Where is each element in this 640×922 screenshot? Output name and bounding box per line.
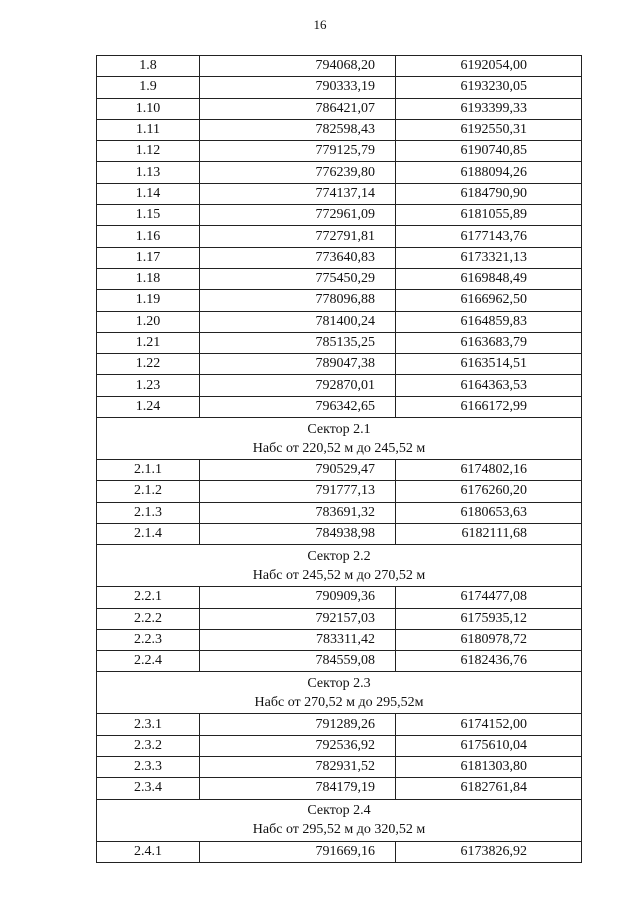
y-coordinate-cell: 6174802,16 <box>396 460 582 481</box>
table-row <box>97 119 582 140</box>
y-coordinate-cell: 6182111,68 <box>396 523 582 544</box>
table-row <box>97 290 582 311</box>
x-coordinate-cell: 782931,52 <box>200 757 396 778</box>
y-coordinate-cell: 6177143,76 <box>396 226 582 247</box>
table-row <box>97 77 582 98</box>
y-coordinate-cell: 6182761,84 <box>396 778 582 799</box>
y-coordinate-cell: 6181303,80 <box>396 757 582 778</box>
point-number-cell: 1.17 <box>97 247 200 268</box>
y-coordinate-cell: 6193399,33 <box>396 98 582 119</box>
sector-header-cell <box>97 799 582 841</box>
point-number-cell: 1.8 <box>97 56 200 77</box>
x-coordinate-cell: 778096,88 <box>200 290 396 311</box>
table-row <box>97 141 582 162</box>
x-coordinate-cell: 783691,32 <box>200 502 396 523</box>
sector-title: Сектор 2.4 <box>307 803 371 819</box>
point-number-cell: 1.18 <box>97 268 200 289</box>
y-coordinate-cell: 6169848,49 <box>396 268 582 289</box>
y-coordinate-cell: 6192550,31 <box>396 119 582 140</box>
table-row <box>97 205 582 226</box>
table-row <box>97 735 582 756</box>
sector-header-row <box>97 545 582 587</box>
sector-title: Сектор 2.1 <box>307 421 371 437</box>
point-number-cell: 2.3.3 <box>97 757 200 778</box>
x-coordinate-cell: 776239,80 <box>200 162 396 183</box>
sector-header-cell <box>97 545 582 587</box>
table-row <box>97 332 582 353</box>
coordinates-table <box>96 55 582 863</box>
table-row <box>97 56 582 77</box>
sector-title: Сектор 2.2 <box>307 548 371 564</box>
table-row <box>97 608 582 629</box>
page-number: 16 <box>313 17 327 32</box>
point-number-cell: 2.1.4 <box>97 523 200 544</box>
sector-header-cell <box>97 418 582 460</box>
x-coordinate-cell: 789047,38 <box>200 354 396 375</box>
y-coordinate-cell: 6163683,79 <box>396 332 582 353</box>
y-coordinate-cell: 6174152,00 <box>396 714 582 735</box>
table-row <box>97 502 582 523</box>
point-number-cell: 2.2.3 <box>97 629 200 650</box>
y-coordinate-cell: 6180653,63 <box>396 502 582 523</box>
point-number-cell: 1.13 <box>97 162 200 183</box>
y-coordinate-cell: 6164859,83 <box>396 311 582 332</box>
point-number-cell: 2.2.1 <box>97 587 200 608</box>
x-coordinate-cell: 773640,83 <box>200 247 396 268</box>
y-coordinate-cell: 6180978,72 <box>396 629 582 650</box>
x-coordinate-cell: 784559,08 <box>200 651 396 672</box>
sector-altitude-range: Набс от 270,52 м до 295,52м <box>254 694 424 710</box>
point-number-cell: 1.16 <box>97 226 200 247</box>
y-coordinate-cell: 6184790,90 <box>396 183 582 204</box>
x-coordinate-cell: 792536,92 <box>200 735 396 756</box>
point-number-cell: 1.23 <box>97 375 200 396</box>
point-number-cell: 2.3.4 <box>97 778 200 799</box>
table-row <box>97 651 582 672</box>
table-row <box>97 460 582 481</box>
x-coordinate-cell: 774137,14 <box>200 183 396 204</box>
table-row <box>97 587 582 608</box>
table-row <box>97 714 582 735</box>
table-row <box>97 268 582 289</box>
y-coordinate-cell: 6192054,00 <box>396 56 582 77</box>
point-number-cell: 2.3.1 <box>97 714 200 735</box>
x-coordinate-cell: 786421,07 <box>200 98 396 119</box>
table-row <box>97 375 582 396</box>
point-number-cell: 1.21 <box>97 332 200 353</box>
coordinates-table-body <box>97 56 582 863</box>
table-row <box>97 354 582 375</box>
x-coordinate-cell: 790909,36 <box>200 587 396 608</box>
y-coordinate-cell: 6190740,85 <box>396 141 582 162</box>
x-coordinate-cell: 791289,26 <box>200 714 396 735</box>
y-coordinate-cell: 6193230,05 <box>396 77 582 98</box>
sector-header-row <box>97 418 582 460</box>
sector-header-row <box>97 672 582 714</box>
y-coordinate-cell: 6175610,04 <box>396 735 582 756</box>
point-number-cell: 2.2.2 <box>97 608 200 629</box>
y-coordinate-cell: 6188094,26 <box>396 162 582 183</box>
table-row <box>97 757 582 778</box>
y-coordinate-cell: 6166172,99 <box>396 396 582 417</box>
point-number-cell: 1.24 <box>97 396 200 417</box>
point-number-cell: 2.1.1 <box>97 460 200 481</box>
y-coordinate-cell: 6173321,13 <box>396 247 582 268</box>
point-number-cell: 2.1.2 <box>97 481 200 502</box>
x-coordinate-cell: 796342,65 <box>200 396 396 417</box>
table-row <box>97 247 582 268</box>
point-number-cell: 1.11 <box>97 119 200 140</box>
x-coordinate-cell: 790529,47 <box>200 460 396 481</box>
table-row <box>97 481 582 502</box>
y-coordinate-cell: 6163514,51 <box>396 354 582 375</box>
x-coordinate-cell: 794068,20 <box>200 56 396 77</box>
y-coordinate-cell: 6175935,12 <box>396 608 582 629</box>
point-number-cell: 1.22 <box>97 354 200 375</box>
point-number-cell: 2.4.1 <box>97 841 200 862</box>
table-row <box>97 778 582 799</box>
y-coordinate-cell: 6176260,20 <box>396 481 582 502</box>
table-row <box>97 311 582 332</box>
point-number-cell: 1.14 <box>97 183 200 204</box>
x-coordinate-cell: 784938,98 <box>200 523 396 544</box>
x-coordinate-cell: 772791,81 <box>200 226 396 247</box>
table-row <box>97 629 582 650</box>
y-coordinate-cell: 6174477,08 <box>396 587 582 608</box>
point-number-cell: 1.10 <box>97 98 200 119</box>
table-row <box>97 226 582 247</box>
sector-altitude-range: Набс от 245,52 м до 270,52 м <box>252 567 426 583</box>
x-coordinate-cell: 791777,13 <box>200 481 396 502</box>
x-coordinate-cell: 779125,79 <box>200 141 396 162</box>
x-coordinate-cell: 784179,19 <box>200 778 396 799</box>
point-number-cell: 2.3.2 <box>97 735 200 756</box>
table-row <box>97 162 582 183</box>
sector-header-cell <box>97 672 582 714</box>
x-coordinate-cell: 790333,19 <box>200 77 396 98</box>
y-coordinate-cell: 6173826,92 <box>396 841 582 862</box>
x-coordinate-cell: 772961,09 <box>200 205 396 226</box>
sector-altitude-range: Набс от 220,52 м до 245,52 м <box>252 440 426 456</box>
sector-title: Сектор 2.3 <box>307 675 371 691</box>
table-row <box>97 841 582 862</box>
y-coordinate-cell: 6182436,76 <box>396 651 582 672</box>
x-coordinate-cell: 792157,03 <box>200 608 396 629</box>
y-coordinate-cell: 6181055,89 <box>396 205 582 226</box>
x-coordinate-cell: 783311,42 <box>200 629 396 650</box>
x-coordinate-cell: 781400,24 <box>200 311 396 332</box>
table-row <box>97 523 582 544</box>
sector-header-row <box>97 799 582 841</box>
x-coordinate-cell: 782598,43 <box>200 119 396 140</box>
point-number-cell: 1.12 <box>97 141 200 162</box>
x-coordinate-cell: 775450,29 <box>200 268 396 289</box>
table-row <box>97 396 582 417</box>
sector-altitude-range: Набс от 295,52 м до 320,52 м <box>252 822 426 838</box>
point-number-cell: 1.19 <box>97 290 200 311</box>
table-row <box>97 98 582 119</box>
point-number-cell: 1.20 <box>97 311 200 332</box>
x-coordinate-cell: 785135,25 <box>200 332 396 353</box>
point-number-cell: 1.15 <box>97 205 200 226</box>
point-number-cell: 2.2.4 <box>97 651 200 672</box>
x-coordinate-cell: 791669,16 <box>200 841 396 862</box>
y-coordinate-cell: 6166962,50 <box>396 290 582 311</box>
point-number-cell: 1.9 <box>97 77 200 98</box>
point-number-cell: 2.1.3 <box>97 502 200 523</box>
x-coordinate-cell: 792870,01 <box>200 375 396 396</box>
table-row <box>97 183 582 204</box>
y-coordinate-cell: 6164363,53 <box>396 375 582 396</box>
